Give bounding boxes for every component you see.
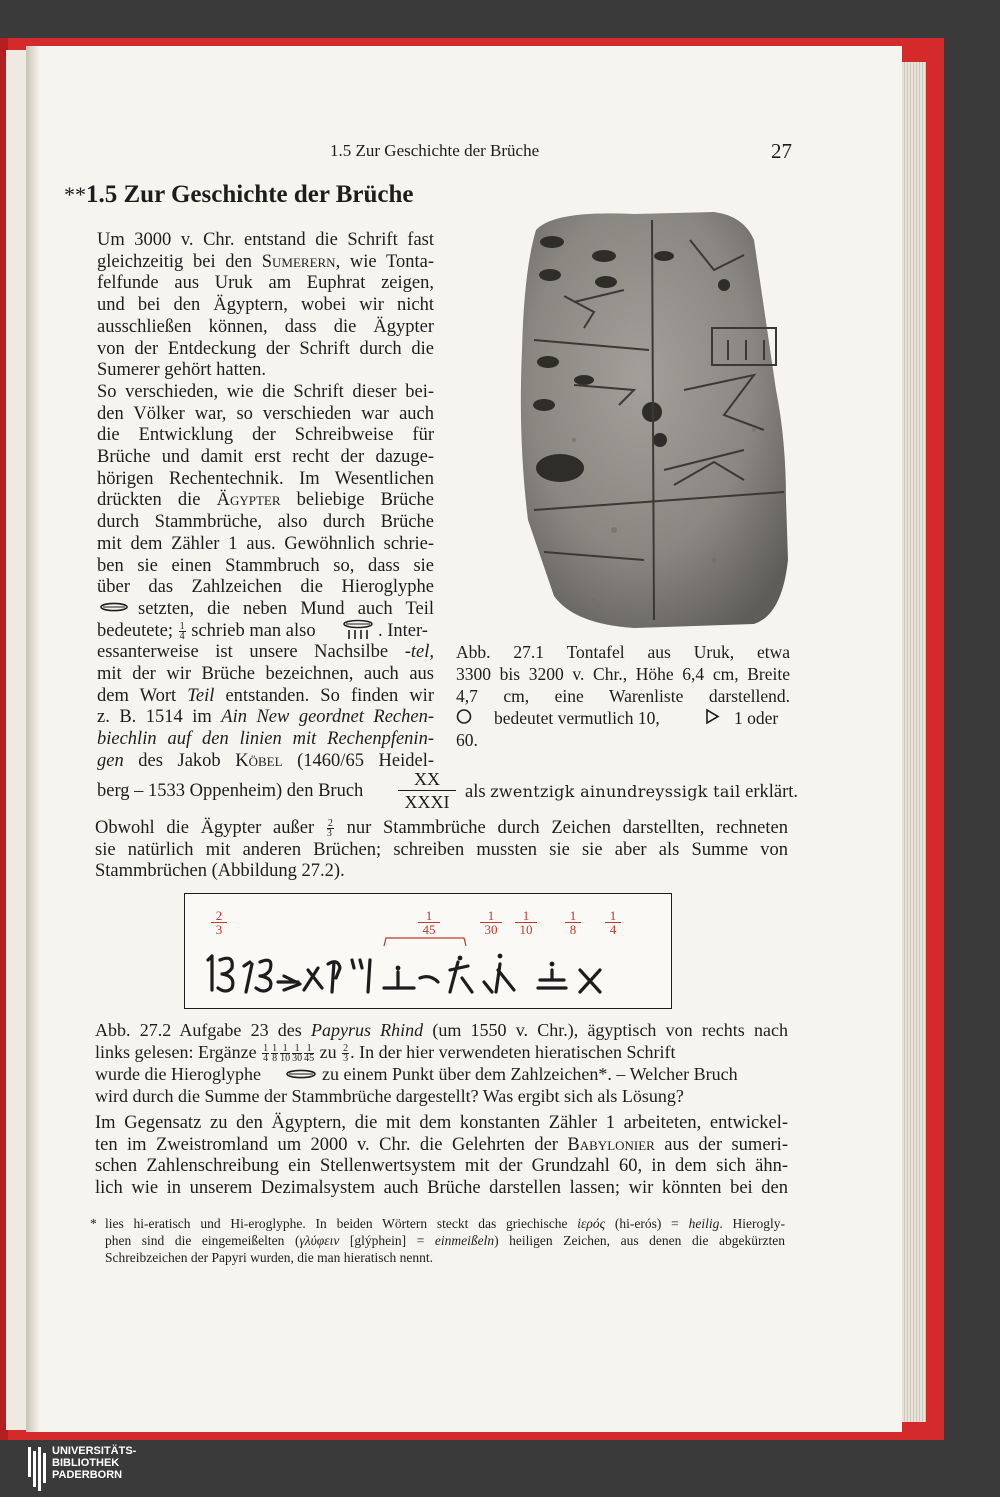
text-line: bedeutete; $\frac{1}{4}$ schrieb man also — [97, 620, 316, 642]
text-line: . Inter- — [378, 620, 428, 641]
text-line: als zwentzigk ainundreyssigk tail erklärt. — [465, 782, 799, 802]
footnote-line: phen sind die eingemeißelten (γλύφειν [glýphein] = einmeißeln) heiligen Zeichen, aus denen die abgekürzten — [105, 1233, 785, 1248]
figure-27-1-caption-line: Abb. 27.1 Tontafel aus Uruk, etwa — [456, 642, 790, 662]
text-line: ten im Zweistromland um 2000 v. Chr. die Gelehrten der Babylonier aus der sumeri- — [95, 1134, 788, 1155]
text-line: hörigen Rechentechnik. Im Wesentlichen — [97, 468, 434, 489]
figure-27-1-caption-line: 60. — [456, 730, 478, 750]
text-line: gleichzeitig bei den Sumerern, wie Tonta- — [97, 251, 435, 272]
text-line: gen des Jakob Köbel (1460/65 Heidel- — [97, 750, 434, 771]
text-line: sie natürlich mit anderen Brüchen; schreiben mussten sie sie aber als Summe von — [95, 839, 788, 860]
text-line: durch Stammbrüche, also durch Brüche — [97, 512, 434, 533]
name-koebel: Köbel — [235, 750, 283, 771]
text-line: lich wie in unserem Dezimalsystem auch Brüche darstellen lassen; wir könnten bei den — [95, 1178, 788, 1199]
text-line: ben sie einen Stammbruch so, dass sie — [97, 555, 434, 576]
red-fraction-label: 1 30 — [480, 909, 502, 936]
figure-27-2-caption-line: wird durch die Summe der Stammbrüche dargestellt? Was ergibt sich als Lösung? — [95, 1086, 684, 1106]
text-line: berg – 1533 Oppenheim) den Bruch — [97, 781, 364, 801]
term-babylonier: Babylonier — [567, 1134, 655, 1155]
quarter-hieroglyph-icon — [340, 618, 376, 640]
caption-fraction: $\frac{2}{3}$ — [343, 1043, 349, 1065]
caption-fraction: $\frac{1}{30}$ — [292, 1043, 303, 1065]
text-line: Sumerer gehört hatten. — [97, 360, 267, 381]
text-line: die Entwicklung der Schreibweise für — [97, 425, 434, 446]
text-line: Obwohl die Ägypter außer $\frac{2}{3}$ nur Stammbrüche durch Zeichen darstellten, rechneten — [95, 818, 788, 840]
mouth-hieroglyph-icon — [99, 601, 129, 613]
text-line: mit der wir Brüche bezeichnen, auch aus — [97, 664, 434, 684]
uruk-tablet-photo — [514, 200, 792, 634]
page-gutter — [26, 46, 40, 1432]
text-line: ausschließen können, dass die Ägypter — [97, 316, 434, 337]
text-line: schen Zahlenschreibung ein Stellenwertsystem mit der Grundzahl 60, in dem sich ähn- — [95, 1156, 788, 1177]
term-sumerern: Sumerern — [261, 251, 336, 272]
text-line: Im Gegensatz zu den Ägyptern, die mit dem konstanten Zähler 1 arbeiteten, entwickel- — [95, 1113, 788, 1133]
text-line: dem Wort Teil entstanden. So finden wir — [97, 685, 434, 706]
footnote-mark: * — [90, 1216, 97, 1231]
text-line: felfunde aus Uruk am Euphrat zeigen, — [97, 273, 434, 294]
text-line: So verschieden, wie die Schrift dieser bei- — [97, 381, 434, 402]
fraktur-text: zwentzigk ainundreyssigk tail — [490, 782, 741, 801]
fraction-two-thirds: $\frac{2}{3}$ — [326, 818, 333, 840]
library-footer — [0, 1440, 1000, 1497]
red-bracket — [380, 932, 470, 948]
figure-27-1-caption-line: 1 oder — [734, 708, 779, 728]
fraction-one-quarter: $\frac{1}{4}$ — [179, 620, 185, 642]
text-line: von der Entdeckung der Schrift durch die — [97, 338, 434, 359]
figure-27-1-caption-line: bedeutet vermutlich 10, — [494, 708, 660, 728]
figure-27-1-caption-line: 3300 bis 3200 v. Chr., Höhe 6,4 cm, Breite — [456, 664, 790, 684]
caption-fraction: $\frac{1}{8}$ — [272, 1043, 278, 1065]
text-line: den Völker war, so verschieden war auch — [97, 403, 434, 424]
caption-fraction: $\frac{1}{4}$ — [263, 1043, 269, 1065]
library-name: UNIVERSITÄTS- BIBLIOTHEK PADERBORN — [52, 1445, 137, 1481]
text-line: Um 3000 v. Chr. entstand die Schrift fast — [97, 230, 434, 250]
red-fraction-label: 1 8 — [565, 909, 581, 936]
text-line: über das Zahlzeichen die Hieroglyphe — [97, 577, 434, 598]
page-number: 27 — [771, 139, 792, 163]
circle-sign-icon — [456, 708, 472, 725]
text-line: setzten, die neben Mund auch Teil — [138, 598, 434, 619]
footnote-line: Schreibzeichen der Papyri wurden, die man hieratisch nennt. — [105, 1250, 434, 1265]
library-logo-icon — [28, 1447, 48, 1491]
term-aegypter: Ägypter — [216, 490, 281, 511]
figure-27-1-caption-line: 4,7 cm, eine Warenliste darstellend. — [456, 686, 790, 706]
text-line: mit dem Zähler 1 aus. Gewöhnlich schrie- — [97, 533, 434, 554]
footnote-line: lies hi-eratisch und Hi-eroglyphe. In beiden Wörtern steckt das griechische ἱερός (hi-erós) = heilig. Hierogly- — [105, 1216, 786, 1231]
red-fraction-label: 1 10 — [515, 909, 537, 936]
red-fraction-label: 2 3 — [211, 909, 227, 936]
text-line: und bei den Ägyptern, wobei wir nicht — [97, 295, 434, 316]
section-heading — [64, 181, 414, 209]
caption-fraction: $\frac{1}{45}$ — [304, 1043, 315, 1065]
text-line: drückten die Ägypter beliebige Brüche — [97, 490, 434, 511]
text-line: Brüche und damit erst recht der dazuge- — [97, 447, 434, 467]
text-line: biechlin auf den linien mit Rechenpfenin- — [97, 729, 434, 750]
running-title: 1.5 Zur Geschichte der Brüche — [330, 141, 540, 160]
red-fraction-label: 1 45 — [418, 909, 440, 936]
figure-27-2-caption-line: Abb. 27.2 Aufgabe 23 des Papyrus Rhind (um 1550 v. Chr.), ägyptisch von rechts nach — [95, 1020, 788, 1040]
figure-27-2-caption-line: links gelesen: Ergänze $\frac{1}{4}$ $\frac{1}{8}$ $\frac{1}{10}$ $\frac{1}{30}$ $\frac{1}{45}$ zu $\frac{2}{3}$ . In der hier verwendeten hieratischen Schrift — [95, 1042, 676, 1065]
figure-27-2-caption-line: wurde die Hieroglyphe — [95, 1064, 261, 1084]
wedge-sign-icon — [704, 708, 720, 725]
page-edges — [902, 62, 926, 1422]
left-page-sliver — [6, 50, 26, 1430]
hieratic-script-icon — [200, 948, 630, 1000]
roman-fraction: XX XXXI — [398, 768, 456, 813]
difficulty-stars: ** — [64, 182, 86, 207]
text-line: Stammbrüchen (Abbildung 27.2). — [95, 861, 345, 882]
text-line: z. B. 1514 im Ain New geordnet Rechen- — [97, 707, 434, 728]
figure-27-2-caption-line: zu einem Punkt über dem Zahlzeichen*. – Welcher Bruch — [322, 1064, 738, 1084]
text-line: essanterweise ist unsere Nachsilbe -tel, — [97, 642, 434, 663]
section-title: 1.5 Zur Geschichte der Brüche — [86, 181, 414, 208]
caption-fraction: $\frac{1}{10}$ — [280, 1043, 291, 1065]
mouth-hieroglyph-icon — [285, 1068, 317, 1080]
red-fraction-label: 1 4 — [605, 909, 621, 936]
